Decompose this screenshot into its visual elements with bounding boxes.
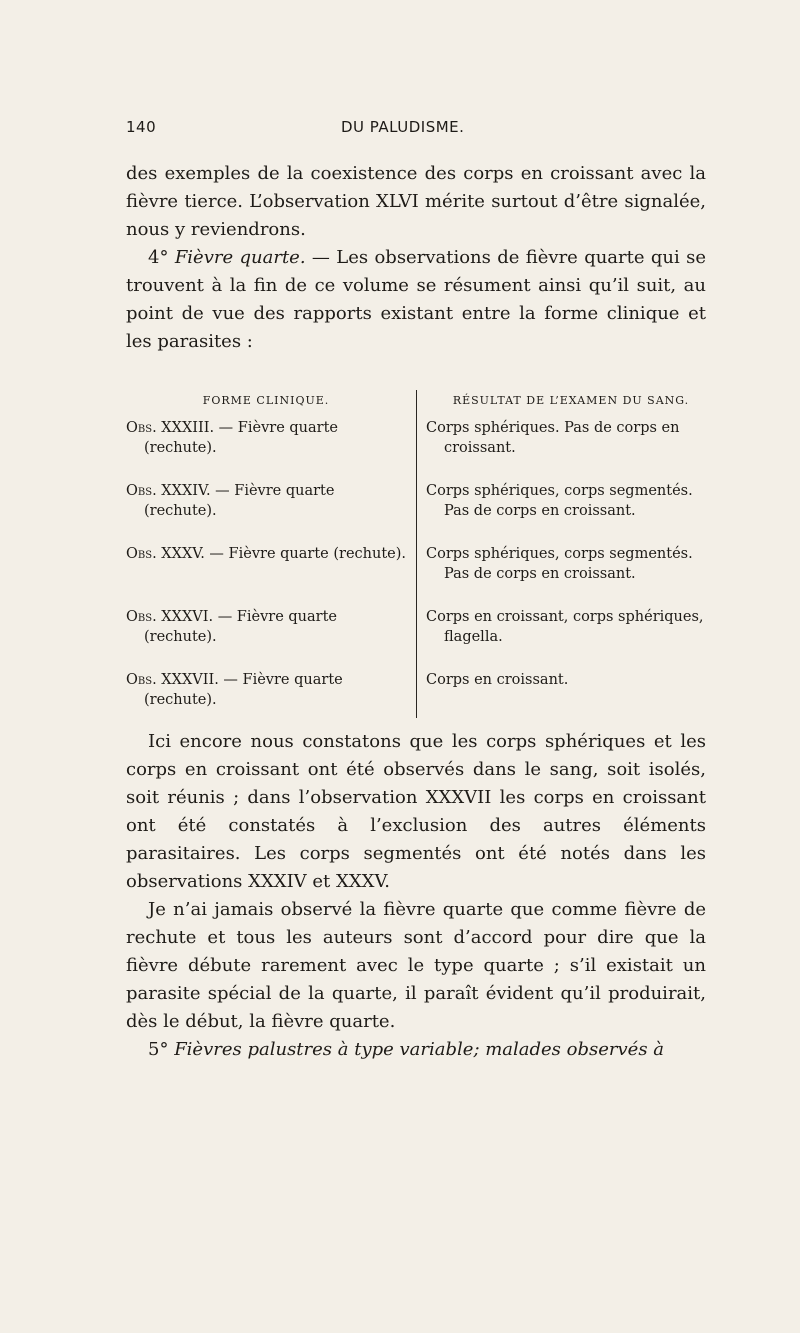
blood-exam-heading: RÉSULTAT DE L’EXAMEN DU SANG.: [452, 394, 690, 407]
clinical-form: — Fièvre quarte (rechute).: [144, 483, 335, 519]
observations-table: [126, 394, 716, 720]
section-4-paragraph: [126, 244, 706, 356]
body-paragraph: Ici encore nous constatons que les corps sphériques et les corps en croissant ont été observés dans le sang, soit isolés, soit réunis ; dans l’observation XXXVII les corps en croissant ont été constatés à l’exclusion des autres éléments parasitaires. Les corps segmentés ont été notés dans les observations XXXIV et XXXV.: [126, 731, 706, 892]
blood-exam-result: Corps en croissant.: [426, 672, 569, 688]
clinical-form: — Fièvre quarte (rechute).: [204, 546, 406, 562]
clinical-form: — Fièvre quarte (rechute).: [144, 609, 338, 645]
clinical-entry: [126, 418, 406, 481]
obs-number: Obs. XXXVII.: [126, 672, 219, 688]
clinical-entry: [126, 481, 406, 544]
running-title: DU PALUDISME.: [341, 118, 465, 136]
blood-exam-result: Corps sphériques, corps segmentés. Pas de corps en croissant.: [426, 546, 693, 582]
obs-number: Obs. XXXVI.: [126, 609, 214, 625]
section-4-number: 4°: [148, 247, 169, 268]
blood-exam-result: Corps sphériques. Pas de corps en croissant.: [426, 420, 680, 456]
clinical-entry: [126, 544, 406, 607]
obs-number: Obs. XXXV.: [126, 546, 205, 562]
page-header: [126, 118, 666, 142]
intro-text: [126, 160, 706, 356]
obs-number: Obs. XXXIV.: [126, 483, 211, 499]
clinical-entry: [126, 607, 406, 670]
clinical-form: — Fièvre quarte (rechute).: [144, 672, 343, 708]
obs-number: Obs. XXXIII.: [126, 420, 215, 436]
section-5-paragraph: [126, 1036, 706, 1064]
clinical-form-heading: FORME CLINIQUE.: [202, 394, 330, 407]
blood-exam-column: [426, 394, 716, 733]
intro-paragraph: des exemples de la coexistence des corps en croissant avec la fièvre tierce. L’observation XLVI mérite surtout d’être signalée, nous y reviendrons.: [126, 163, 706, 240]
body-text: [126, 728, 706, 1064]
section-4-title: Fièvre quarte.: [174, 247, 306, 268]
section-4-text: — Les observations de fièvre quarte qui se trouvent à la fin de ce volume se résument ainsi qu’il suit, au point de vue des rapports existant entre la forme clinique et les parasites :: [126, 247, 706, 352]
clinical-form-column: [126, 394, 406, 733]
page-number: 140: [126, 118, 157, 136]
column-divider: [416, 390, 417, 718]
body-paragraph: Je n’ai jamais observé la fièvre quarte que comme fièvre de rechute et tous les auteurs sont d’accord pour dire que la fièvre débute rarement avec le type quarte ; s’il existait un parasite spécial de la quarte, il paraît évident qu’il produirait, dès le début, la fièvre quarte.: [126, 899, 706, 1032]
blood-exam-result: Corps sphériques, corps segmentés. Pas de corps en croissant.: [426, 483, 693, 519]
section-5-title: Fièvres palustres à type variable; malades observés à: [174, 1039, 665, 1060]
clinical-entry: [126, 670, 406, 733]
blood-exam-result: Corps en croissant, corps sphériques, flagella.: [426, 609, 704, 645]
clinical-form: — Fièvre quarte (rechute).: [144, 420, 338, 456]
section-5-number: 5°: [148, 1039, 169, 1060]
